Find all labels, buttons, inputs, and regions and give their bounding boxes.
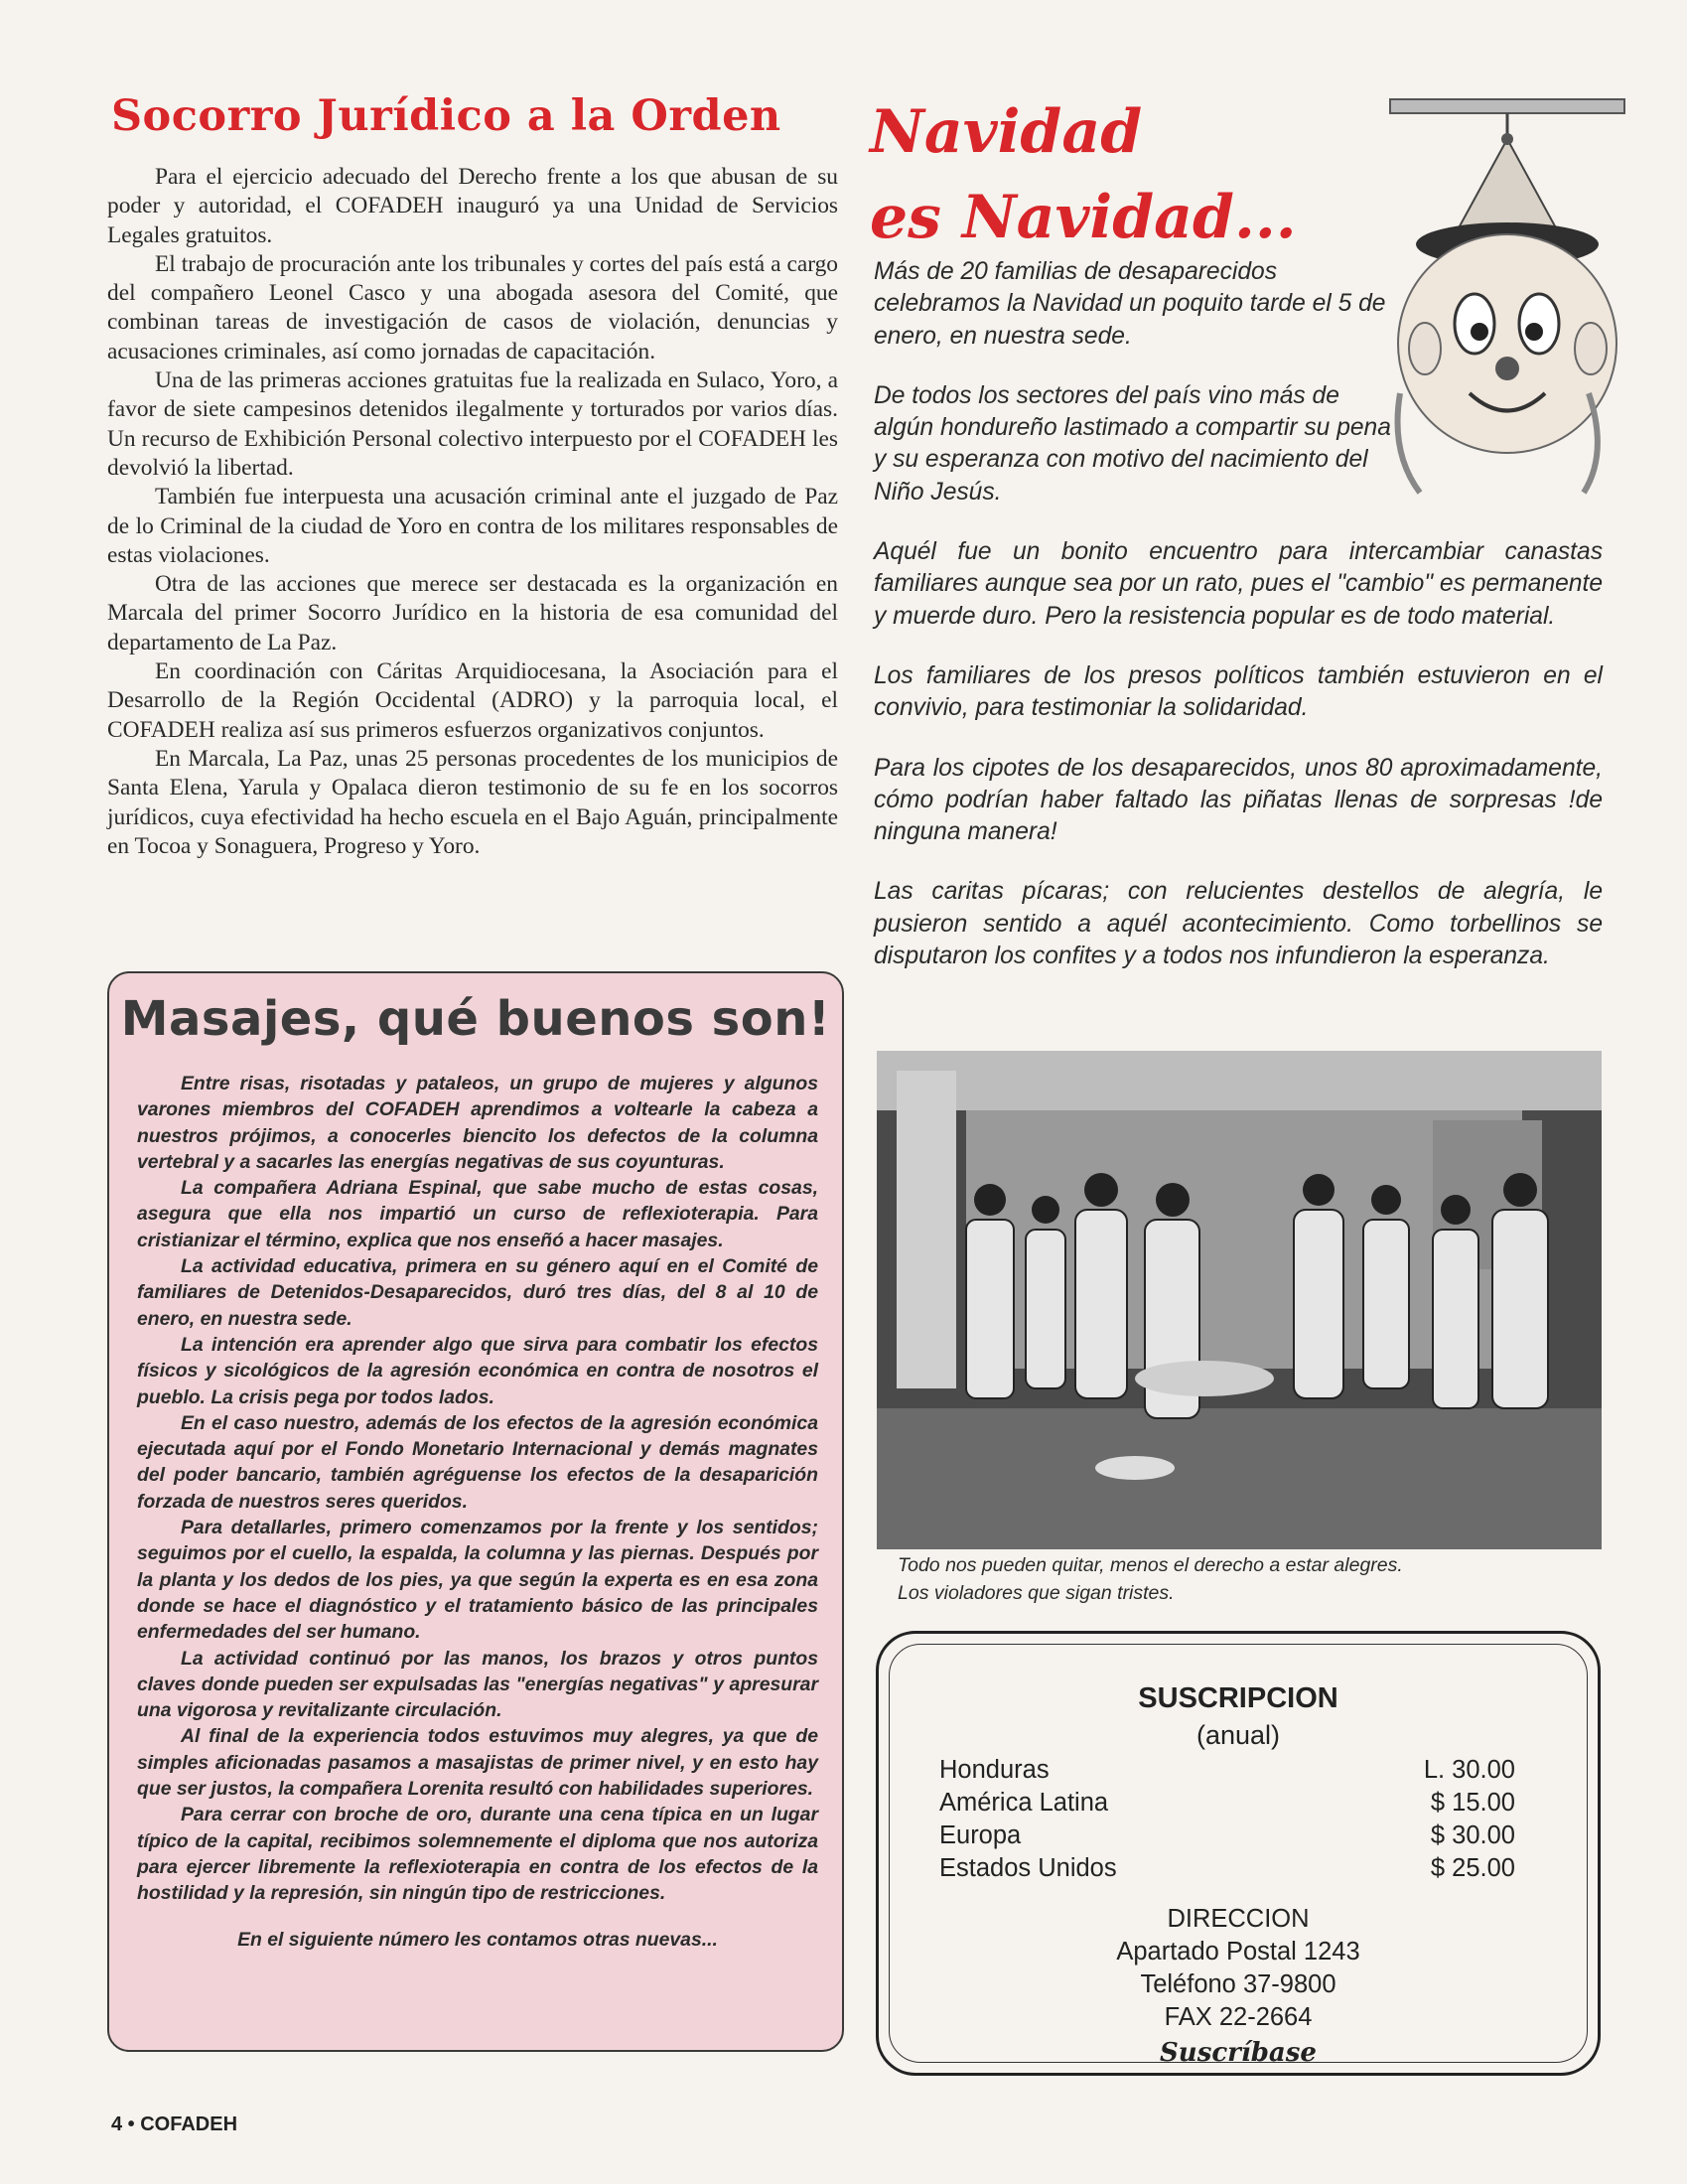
subscription-inner-border <box>889 1644 1588 2068</box>
region: Europa <box>939 1821 1022 1849</box>
caption-line: Todo nos pueden quitar, menos el derecho a estar alegres. <box>898 1554 1403 1576</box>
paragraph: En coordinación con Cáritas Arquidiocesana, la Asociación para el Desarrollo de la Región Occidental (ADRO) y la parroquia local, el COFADEH realiza así sus primeros esfuerzos organizativos conjuntos. <box>107 658 838 743</box>
subscription-row <box>939 1789 1515 1822</box>
paragraph: En el caso nuestro, además de los efectos de la agresión económica ejecutada aquí por el Fondo Monetario Internacional y demás magnates del poder bancario, también agréguense los efectos de la desaparición forzada de nuestros seres queridos. <box>137 1411 818 1513</box>
subscription-row <box>939 1756 1515 1790</box>
caption-line: Los violadores que sigan tristes. <box>898 1582 1175 1604</box>
paragraph: Para cerrar con broche de oro, durante una cena típica en un lugar típico de la capital, recibimos solemnemente el diploma que nos autoriza para ejercer libremente la reflexioterapia en contra de los efectos de la hostilidad y la represión, sin ningún tipo de restricciones. <box>137 1804 818 1905</box>
title-line: es Navidad... <box>870 183 1297 252</box>
paragraph: Las caritas pícaras; con relucientes destellos de alegría, le pusieron sentido a aquél acontecimiento. Como torbellinos se disputaron los confites y a todos nos infundieron la esperanza. <box>874 878 1603 970</box>
paragraph: Entre risas, risotadas y pataleos, un grupo de mujeres y algunos varones miembros del COFADEH aprendimos a voltearle la cabeza a nuestros prójimos, a conocerles biencito los defectos de la columna vertebral y a sacarles las energías negativas de sus coyunturas. <box>137 1073 818 1173</box>
paragraph: La actividad continuó por las manos, los brazos y otros puntos claves donde pueden ser expulsadas las "energías negativas" y apresurar una vigorosa y revitalizante circulación. <box>137 1647 818 1722</box>
paragraph: Aquél fue un bonito encuentro para intercambiar canastas familiares aunque sea por un rato, pues el "cambio" es permanente y muerde duro. Pero la resistencia popular es de todo material. <box>874 538 1603 630</box>
price: $ 30.00 <box>1430 1821 1515 1849</box>
direccion-title: DIRECCION <box>1167 1905 1310 1933</box>
paragraph: De todos los sectores del país vino más de algún hondureño lastimado a compartir su pena y su esperanza con motivo del nacimiento del Niño Jesús. <box>874 381 1391 506</box>
subscription-subtitle: (anual) <box>1195 1720 1281 1750</box>
paragraph: También fue interpuesta una acusación criminal ante el juzgado de Paz de lo Criminal de la ciudad de Yoro en contra de los militares responsables de estas violaciones. <box>107 484 838 568</box>
paragraph: Para los cipotes de los desaparecidos, unos 80 aproximadamente, cómo podrían haber faltado las piñatas llenas de sorpresas !de ninguna manera! <box>874 754 1603 846</box>
masajes-title: Masajes, qué buenos son! <box>120 991 831 1047</box>
region: Honduras <box>939 1756 1050 1784</box>
paragraph: En Marcala, La Paz, unas 25 personas procedentes de los municipios de Santa Elena, Yarula y Opalaca dieron testimonio de su fe en los socorros jurídicos, cuya efectividad ha hecho escuela en el Bajo Aguán, principalmente en Tocoa y Sonaguera, Progreso y Yoro. <box>107 745 838 859</box>
direccion-line: FAX 22-2664 <box>1164 2003 1313 2031</box>
celebration-photo <box>877 1051 1602 1549</box>
left-article-body <box>107 163 838 861</box>
paragraph: Más de 20 familias de desaparecidos celebramos la Navidad un poquito tarde el 5 de enero, en nuestra sede. <box>874 258 1386 350</box>
price: L. 30.00 <box>1423 1756 1515 1784</box>
left-article-title: Socorro Jurídico a la Orden <box>111 91 781 141</box>
paragraph: La actividad educativa, primera en su género aquí en el Comité de familiares de Detenidos-Desaparecidos, duró tres días, del 8 al 10 de enero, en nuestra sede. <box>137 1255 818 1330</box>
page-footer: 4 • COFADEH <box>111 2113 238 2135</box>
subscription-row <box>939 1854 1515 1888</box>
subscription-box <box>876 1631 1601 2076</box>
masajes-body <box>137 1071 818 1953</box>
paragraph: Los familiares de los presos políticos también estuvieron en el convivio, para testimoniar la solidaridad. <box>874 661 1603 722</box>
photo-caption <box>898 1551 1593 1607</box>
region: América Latina <box>939 1789 1109 1817</box>
price: $ 15.00 <box>1430 1789 1515 1817</box>
paragraph: Para detallarles, primero comenzamos por la frente y los sentidos; seguimos por el cuello, la espalda, la columna y las piernas. Después por la planta y los dedos de los pies, ya que según la experta es en esa zona donde se hace el diagnóstico y el tratamiento básico de las principales enfermedades del ser humano. <box>137 1517 818 1644</box>
masajes-closing: En el siguiente número les contamos otras nuevas... <box>237 1928 718 1951</box>
paragraph: La compañera Adriana Espinal, que sabe mucho de estas cosas, asegura que ella nos impartió un curso de reflexioterapia. Para cristianizar el término, explica que nos enseñó a hacer masajes. <box>137 1177 818 1251</box>
subscription-row <box>939 1821 1515 1855</box>
paragraph: Para el ejercicio adecuado del Derecho frente a los que abusan de su poder y autoridad, el COFADEH inauguró ya una Unidad de Servicios Legales gratuitos. <box>107 164 838 248</box>
masajes-box <box>107 971 844 2052</box>
region: Estados Unidos <box>939 1854 1117 1882</box>
subscription-title: SUSCRIPCION <box>1138 1682 1338 1714</box>
price: $ 25.00 <box>1430 1854 1515 1882</box>
title-line: Navidad <box>870 97 1143 167</box>
paragraph: Una de las primeras acciones gratuitas fue la realizada en Sulaco, Yoro, a favor de siete campesinos detenidos ilegalmente y torturados por varios días. Un recurso de Exhibición Personal colectivo interpuesto por el COFADEH les devolvió la libertad. <box>107 367 838 481</box>
direccion-line: Apartado Postal 1243 <box>1116 1938 1360 1966</box>
direccion-line: Teléfono 37-9800 <box>1140 1970 1336 1998</box>
paragraph: Otra de las acciones que merece ser destacada es la organización en Marcala del primer Socorro Jurídico en la historia de esa comunidad del departamento de La Paz. <box>107 571 838 655</box>
paragraph: El trabajo de procuración ante los tribunales y cortes del país está a cargo del compañero Leonel Casco y una abogada asesora del Comité, que combinan tareas de investigación de casos de violación, denuncias y acusaciones criminales, así como jornadas de capacitación. <box>107 250 838 364</box>
subscribe-call-to-action: Suscríbase <box>1160 2038 1317 2068</box>
right-article-body <box>874 256 1603 1000</box>
paragraph: Al final de la experiencia todos estuvimos muy alegres, ya que de simples aficionadas pasamos a masajistas de primer nivel, y en esto hay que ser justos, la compañera Lorenita resultó con habilidades superiores. <box>137 1725 818 1801</box>
paragraph: La intención era aprender algo que sirva para combatir los efectos físicos y sicológicos de la agresión económica en contra de nosotros el pueblo. La crisis pega por todos lados. <box>137 1333 818 1408</box>
